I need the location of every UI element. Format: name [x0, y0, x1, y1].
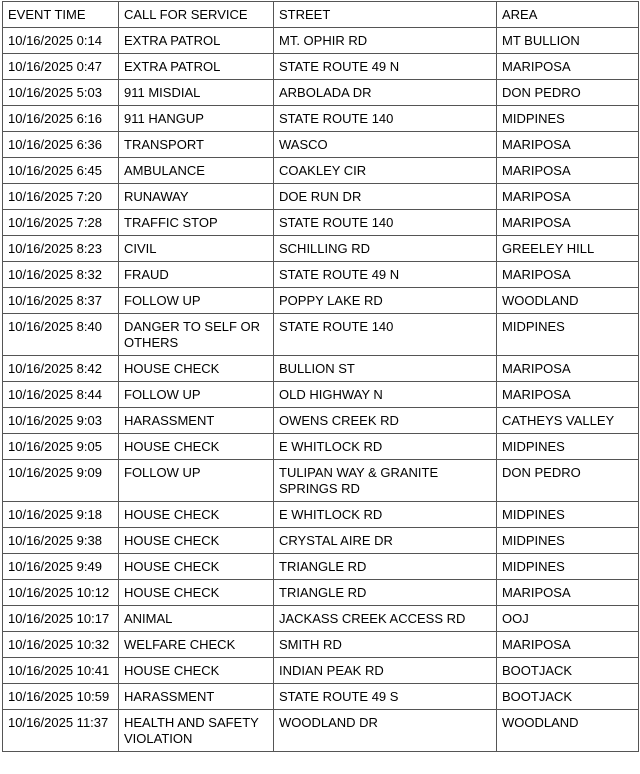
- cell-area: MARIPOSA: [497, 356, 639, 382]
- cell-event-time: 10/16/2025 9:38: [3, 528, 119, 554]
- cell-event-time: 10/16/2025 6:36: [3, 132, 119, 158]
- cell-area: BOOTJACK: [497, 684, 639, 710]
- cell-event-time: 10/16/2025 7:28: [3, 210, 119, 236]
- cell-area: MIDPINES: [497, 502, 639, 528]
- cell-area: MARIPOSA: [497, 210, 639, 236]
- cell-street: JACKASS CREEK ACCESS RD: [274, 606, 497, 632]
- cell-call-for-service: EXTRA PATROL: [119, 28, 274, 54]
- cell-area: MARIPOSA: [497, 632, 639, 658]
- cell-call-for-service: FOLLOW UP: [119, 382, 274, 408]
- cell-street: COAKLEY CIR: [274, 158, 497, 184]
- cell-call-for-service: HOUSE CHECK: [119, 528, 274, 554]
- cell-event-time: 10/16/2025 7:20: [3, 184, 119, 210]
- cell-event-time: 10/16/2025 8:42: [3, 356, 119, 382]
- cell-event-time: 10/16/2025 10:59: [3, 684, 119, 710]
- call-log-table: [2, 1, 639, 752]
- header-event-time: EVENT TIME: [3, 2, 119, 28]
- header-street: STREET: [274, 2, 497, 28]
- table-header-row: [3, 2, 639, 28]
- cell-area: MARIPOSA: [497, 262, 639, 288]
- cell-street: STATE ROUTE 49 S: [274, 684, 497, 710]
- cell-area: MARIPOSA: [497, 184, 639, 210]
- table-row: [3, 356, 639, 382]
- table-row: [3, 80, 639, 106]
- cell-event-time: 10/16/2025 9:49: [3, 554, 119, 580]
- cell-area: MARIPOSA: [497, 382, 639, 408]
- cell-event-time: 10/16/2025 10:12: [3, 580, 119, 606]
- cell-call-for-service: HOUSE CHECK: [119, 502, 274, 528]
- table-row: [3, 382, 639, 408]
- table-row: [3, 434, 639, 460]
- cell-event-time: 10/16/2025 9:03: [3, 408, 119, 434]
- table-row: [3, 210, 639, 236]
- cell-call-for-service: RUNAWAY: [119, 184, 274, 210]
- table-row: [3, 314, 639, 356]
- cell-event-time: 10/16/2025 9:05: [3, 434, 119, 460]
- table-row: [3, 632, 639, 658]
- cell-area: MIDPINES: [497, 314, 639, 356]
- cell-area: WOODLAND: [497, 710, 639, 752]
- cell-street: ARBOLADA DR: [274, 80, 497, 106]
- table-row: [3, 288, 639, 314]
- cell-area: BOOTJACK: [497, 658, 639, 684]
- cell-street: TRIANGLE RD: [274, 580, 497, 606]
- cell-event-time: 10/16/2025 8:32: [3, 262, 119, 288]
- header-area: AREA: [497, 2, 639, 28]
- cell-call-for-service: 911 MISDIAL: [119, 80, 274, 106]
- cell-street: TULIPAN WAY & GRANITE SPRINGS RD: [274, 460, 497, 502]
- table-row: [3, 502, 639, 528]
- cell-call-for-service: EXTRA PATROL: [119, 54, 274, 80]
- cell-area: MARIPOSA: [497, 132, 639, 158]
- cell-call-for-service: FOLLOW UP: [119, 288, 274, 314]
- table-row: [3, 236, 639, 262]
- table-body: [3, 28, 639, 752]
- cell-event-time: 10/16/2025 0:14: [3, 28, 119, 54]
- cell-event-time: 10/16/2025 10:32: [3, 632, 119, 658]
- cell-street: E WHITLOCK RD: [274, 434, 497, 460]
- table-row: [3, 606, 639, 632]
- cell-event-time: 10/16/2025 6:16: [3, 106, 119, 132]
- cell-street: SCHILLING RD: [274, 236, 497, 262]
- cell-call-for-service: DANGER TO SELF OR OTHERS: [119, 314, 274, 356]
- cell-event-time: 10/16/2025 9:18: [3, 502, 119, 528]
- cell-call-for-service: HEALTH AND SAFETY VIOLATION: [119, 710, 274, 752]
- table-row: [3, 684, 639, 710]
- cell-event-time: 10/16/2025 11:37: [3, 710, 119, 752]
- cell-call-for-service: HOUSE CHECK: [119, 580, 274, 606]
- cell-area: MARIPOSA: [497, 580, 639, 606]
- cell-call-for-service: WELFARE CHECK: [119, 632, 274, 658]
- cell-street: OLD HIGHWAY N: [274, 382, 497, 408]
- cell-call-for-service: CIVIL: [119, 236, 274, 262]
- cell-street: E WHITLOCK RD: [274, 502, 497, 528]
- cell-event-time: 10/16/2025 6:45: [3, 158, 119, 184]
- cell-call-for-service: FRAUD: [119, 262, 274, 288]
- table-row: [3, 710, 639, 752]
- cell-street: BULLION ST: [274, 356, 497, 382]
- cell-street: SMITH RD: [274, 632, 497, 658]
- cell-area: MIDPINES: [497, 554, 639, 580]
- table-row: [3, 54, 639, 80]
- table-row: [3, 262, 639, 288]
- cell-street: POPPY LAKE RD: [274, 288, 497, 314]
- cell-area: MIDPINES: [497, 434, 639, 460]
- cell-street: WASCO: [274, 132, 497, 158]
- cell-call-for-service: ANIMAL: [119, 606, 274, 632]
- cell-area: DON PEDRO: [497, 460, 639, 502]
- cell-call-for-service: HOUSE CHECK: [119, 434, 274, 460]
- cell-area: MARIPOSA: [497, 158, 639, 184]
- header-call-for-service: CALL FOR SERVICE: [119, 2, 274, 28]
- cell-street: MT. OPHIR RD: [274, 28, 497, 54]
- cell-call-for-service: HARASSMENT: [119, 684, 274, 710]
- cell-area: DON PEDRO: [497, 80, 639, 106]
- cell-call-for-service: TRANSPORT: [119, 132, 274, 158]
- table-row: [3, 158, 639, 184]
- cell-street: OWENS CREEK RD: [274, 408, 497, 434]
- table-row: [3, 554, 639, 580]
- table-row: [3, 132, 639, 158]
- cell-event-time: 10/16/2025 8:23: [3, 236, 119, 262]
- cell-call-for-service: 911 HANGUP: [119, 106, 274, 132]
- cell-area: GREELEY HILL: [497, 236, 639, 262]
- cell-call-for-service: AMBULANCE: [119, 158, 274, 184]
- cell-event-time: 10/16/2025 10:17: [3, 606, 119, 632]
- cell-street: STATE ROUTE 140: [274, 106, 497, 132]
- cell-street: TRIANGLE RD: [274, 554, 497, 580]
- table-row: [3, 184, 639, 210]
- cell-area: WOODLAND: [497, 288, 639, 314]
- table-row: [3, 28, 639, 54]
- cell-area: MARIPOSA: [497, 54, 639, 80]
- table-row: [3, 528, 639, 554]
- cell-street: STATE ROUTE 140: [274, 314, 497, 356]
- cell-event-time: 10/16/2025 9:09: [3, 460, 119, 502]
- cell-call-for-service: TRAFFIC STOP: [119, 210, 274, 236]
- table-row: [3, 408, 639, 434]
- cell-call-for-service: HARASSMENT: [119, 408, 274, 434]
- cell-event-time: 10/16/2025 10:41: [3, 658, 119, 684]
- table-row: [3, 580, 639, 606]
- cell-call-for-service: HOUSE CHECK: [119, 356, 274, 382]
- cell-street: STATE ROUTE 49 N: [274, 54, 497, 80]
- table-row: [3, 106, 639, 132]
- table-row: [3, 460, 639, 502]
- cell-event-time: 10/16/2025 8:40: [3, 314, 119, 356]
- cell-street: CRYSTAL AIRE DR: [274, 528, 497, 554]
- cell-street: STATE ROUTE 140: [274, 210, 497, 236]
- cell-event-time: 10/16/2025 5:03: [3, 80, 119, 106]
- cell-event-time: 10/16/2025 8:44: [3, 382, 119, 408]
- cell-street: WOODLAND DR: [274, 710, 497, 752]
- cell-area: CATHEYS VALLEY: [497, 408, 639, 434]
- cell-street: DOE RUN DR: [274, 184, 497, 210]
- cell-call-for-service: HOUSE CHECK: [119, 658, 274, 684]
- cell-event-time: 10/16/2025 0:47: [3, 54, 119, 80]
- cell-area: MIDPINES: [497, 528, 639, 554]
- cell-street: STATE ROUTE 49 N: [274, 262, 497, 288]
- cell-event-time: 10/16/2025 8:37: [3, 288, 119, 314]
- cell-area: MT BULLION: [497, 28, 639, 54]
- cell-street: INDIAN PEAK RD: [274, 658, 497, 684]
- cell-area: MIDPINES: [497, 106, 639, 132]
- table-row: [3, 658, 639, 684]
- cell-call-for-service: HOUSE CHECK: [119, 554, 274, 580]
- cell-area: OOJ: [497, 606, 639, 632]
- cell-call-for-service: FOLLOW UP: [119, 460, 274, 502]
